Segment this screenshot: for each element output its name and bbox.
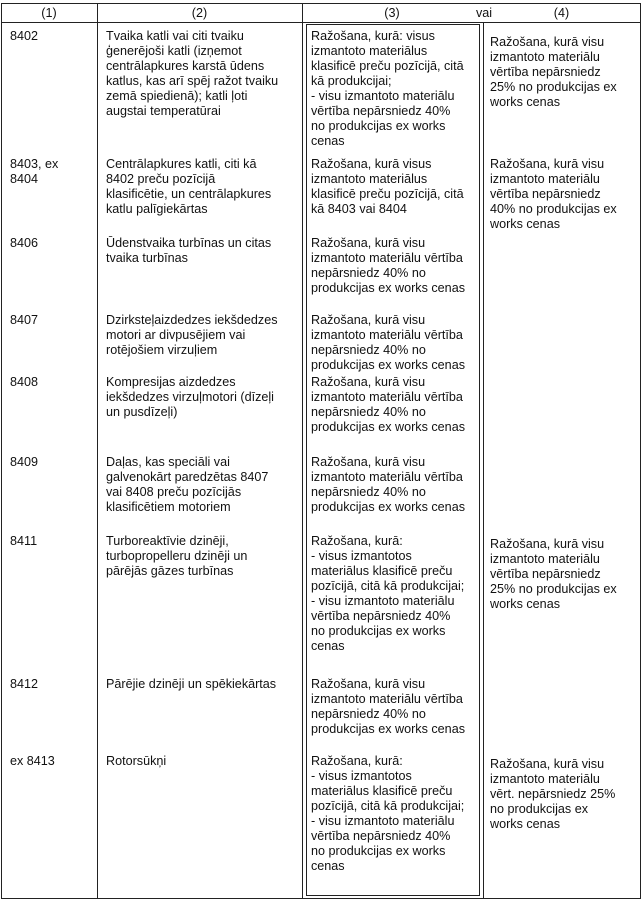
row-8407-code: 8407: [10, 313, 39, 327]
column-divider-1: [97, 3, 98, 899]
table-right-border: [640, 3, 641, 899]
row-8409-rule-col3: Ražošana, kurā visu izmantoto materiālu vērtība nepārsniedz 40% no produkcijas ex works cenas: [311, 455, 465, 514]
row-8403-description: Centrālapkures katli, citi kā 8402 preču pozīcijā klasificētie, un centrālapkures katlu palīgiekārtas: [106, 157, 272, 216]
row-8406-code: 8406: [10, 236, 39, 250]
row-8407-rule-col3: Ražošana, kurā visu izmantoto materiālu vērtība nepārsniedz 40% no produkcijas ex works cenas: [311, 313, 465, 372]
header-col-3: (3): [384, 6, 400, 20]
header-col-2: (2): [191, 6, 208, 20]
row-8408-code: 8408: [10, 375, 39, 389]
row-8403-rule-col4: Ražošana, kurā visu izmantoto materiālu vērtība nepārsniedz 40% no produkcijas ex works cenas: [490, 157, 617, 231]
header-vai: vai: [475, 6, 493, 20]
col3-inner-top-line: [306, 24, 480, 25]
row-8403-code: 8403, ex 8404: [10, 157, 59, 186]
row-8406-description: Ūdenstvaika turbīnas un citas tvaika turbīnas: [106, 236, 272, 265]
row-8413-description: Rotorsūkņi: [106, 754, 167, 768]
row-8412-rule-col3: Ražošana, kurā visu izmantoto materiālu vērtība nepārsniedz 40% no produkcijas ex works cenas: [311, 677, 465, 736]
row-8402-description: Tvaika katli vai citi tvaiku ģenerējoši katli (izņemot centrālapkures karstā ūdens katlus, kas arī spēj ražot tvaiku zemā spiedienā); katli ļoti augstai temperatūrai: [106, 29, 279, 118]
column-divider-2: [302, 3, 303, 899]
col3-inner-left-line: [306, 24, 307, 895]
row-8409-description: Daļas, kas speciāli vai galvenokārt paredzētas 8407 vai 8408 preču pozīcijās klasificētiem motoriem: [106, 455, 269, 514]
row-8411-code: 8411: [10, 534, 38, 548]
row-8413-code: ex 8413: [10, 754, 55, 768]
row-8408-rule-col3: Ražošana, kurā visu izmantoto materiālu vērtība nepārsniedz 40% no produkcijas ex works cenas: [311, 375, 465, 434]
row-8409-code: 8409: [10, 455, 39, 469]
row-8411-description: Turboreaktīvie dzinēji, turbopropelleru dzinēji un pārējās gāzes turbīnas: [106, 534, 248, 578]
row-8402-rule-col4: Ražošana, kurā visu izmantoto materiālu vērtība nepārsniedz 25% no produkcijas ex works cenas: [490, 35, 617, 109]
row-8411-rule-col3: Ražošana, kurā: - visus izmantotos materiālus klasificē preču pozīcijā, citā kā produkcijai; - visu izmantoto materiālu vērtība nepārsniedz 40% no produkcijas ex works cenas: [311, 534, 465, 653]
column-divider-3: [483, 22, 484, 898]
row-8402-code: 8402: [10, 29, 39, 43]
row-8412-code: 8412: [10, 677, 39, 691]
header-col-4: (4): [553, 6, 570, 20]
row-8407-description: Dzirksteļaizdedzes iekšdedzes motori ar divpusējiem vai rotējošiem virzuļiem: [106, 313, 278, 357]
row-8408-description: Kompresijas aizdedzes iekšdedzes virzuļmotori (dīzeļi un pusdīzeļi): [106, 375, 274, 419]
row-8402-rule-col3: Ražošana, kurā: visus izmantoto materiālus klasificē preču pozīcijā, citā kā produkcijai; - visu izmantoto materiālu vērtība nepārsniedz 40% no produkcijas ex works cenas: [311, 29, 464, 148]
table-left-border: [1, 3, 2, 899]
row-8412-description: Pārējie dzinēji un spēkiekārtas: [106, 677, 277, 691]
row-8413-rule-col4: Ražošana, kurā visu izmantoto materiālu vērt. nepārsniedz 25% no produkcijas ex works cenas: [490, 757, 616, 831]
row-8406-rule-col3: Ražošana, kurā visu izmantoto materiālu vērtība nepārsniedz 40% no produkcijas ex works cenas: [311, 236, 465, 295]
row-8411-rule-col4: Ražošana, kurā visu izmantoto materiālu vērtība nepārsniedz 25% no produkcijas ex works cenas: [490, 537, 617, 611]
header-col-1: (1): [41, 6, 57, 20]
row-8413-rule-col3: Ražošana, kurā: - visus izmantotos materiālus klasificē preču pozīcijā, citā kā produkcijai; - visu izmantoto materiālu vērtība nepārsniedz 40% no produkcijas ex works cenas: [311, 754, 465, 873]
col3-inner-bottom-line: [306, 895, 480, 896]
row-8403-rule-col3: Ražošana, kurā visus izmantoto materiālus klasificē preču pozīcijā, citā kā 8403 vai 8404: [311, 157, 464, 216]
